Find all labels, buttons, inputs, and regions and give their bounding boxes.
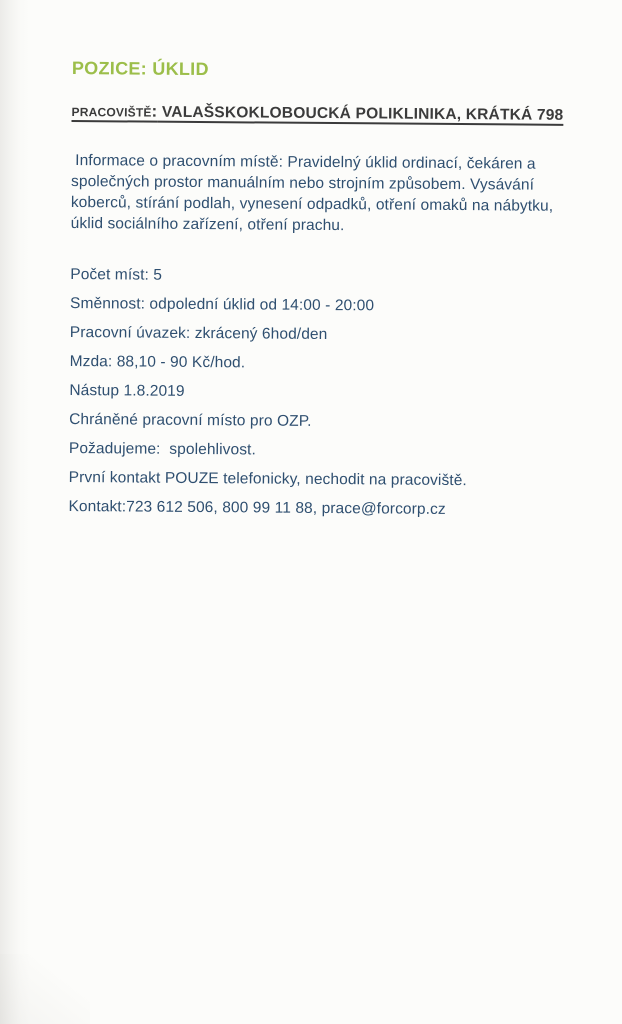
detail-pocet-mist: Počet míst: 5 <box>70 265 163 284</box>
job-description: Informace o pracovním místě: Pravidelný úklid ordinací, čekáren a společných prostor manuálním nebo strojním způsobem. Vysávání koberců, stírání podlah, vynesení odpadků, otření omaků na nábytku, úklid sociálního zařízení, otření prachu. <box>70 152 554 235</box>
workplace-label: pracoviště: <box>71 100 158 121</box>
job-posting-content <box>68 58 588 530</box>
detail-prvni-kontakt: První kontakt POUZE telefonicky, nechodit na pracoviště. <box>68 468 467 490</box>
workplace-value: VALAŠSKOKLOBOUCKÁ POLIKLINIKA, KRÁTKÁ 798 <box>157 103 564 124</box>
detail-ozp: Chráněné pracovní místo pro OZP. <box>69 410 312 430</box>
detail-pozadujeme: Požadujeme: spolehlivost. <box>68 439 256 459</box>
detail-nastup: Nástup 1.8.2019 <box>69 381 185 400</box>
position-heading: POZICE: ÚKLID <box>71 58 209 80</box>
scan-corner-shadow <box>0 954 90 1024</box>
detail-pracovni-uvazek: Pracovní úvazek: zkrácený 6hod/den <box>69 323 328 344</box>
detail-mzda: Mzda: 88,10 - 90 Kč/hod. <box>69 352 246 372</box>
job-details-list <box>68 265 586 520</box>
detail-kontakt: Kontakt:723 612 506, 800 99 11 88, prace@forcorp.cz <box>68 497 446 518</box>
workplace-heading <box>72 101 588 125</box>
scan-left-edge-shadow <box>0 0 30 1024</box>
detail-smennost: Směnnost: odpolední úklid od 14:00 - 20:00 <box>70 294 375 315</box>
